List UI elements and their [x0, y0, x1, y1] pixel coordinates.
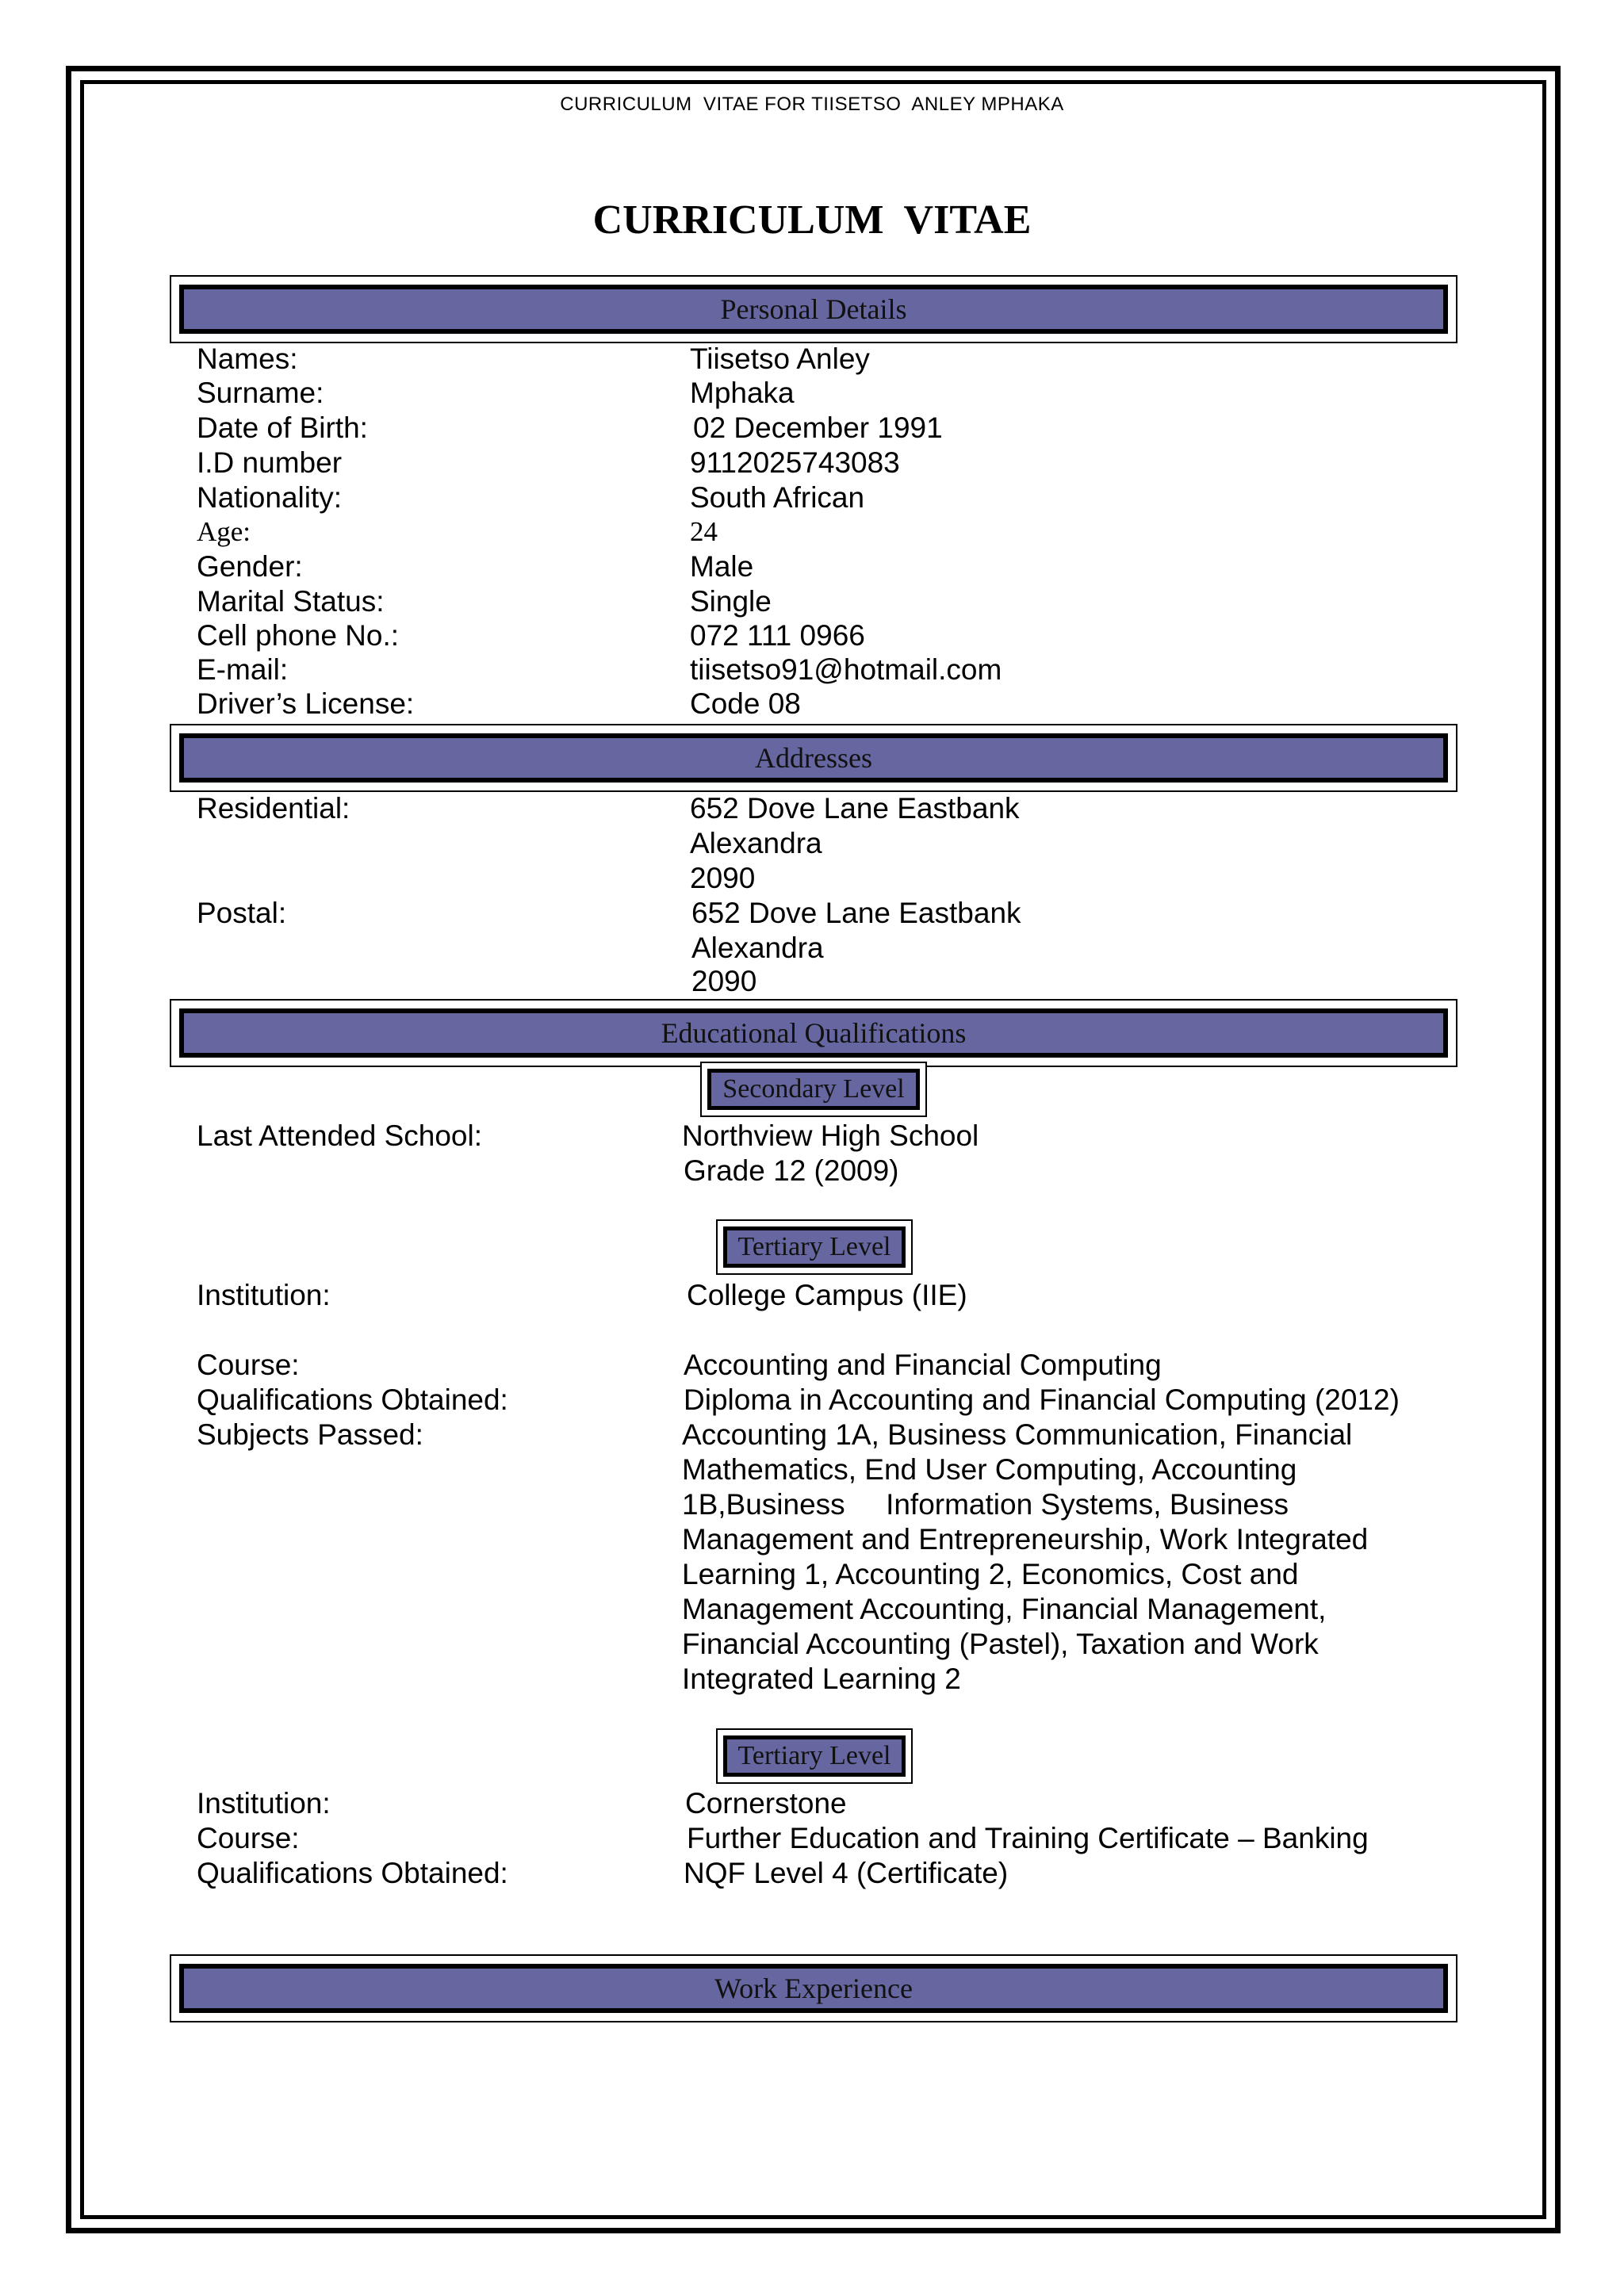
subjects-line: Mathematics, End User Computing, Accounting — [682, 1453, 1297, 1486]
subjects-line: 1B,Business Information Systems, Business — [682, 1488, 1289, 1521]
value-course-2: Further Education and Training Certificate – Banking — [687, 1822, 1369, 1854]
subjects-line: Financial Accounting (Pastel), Taxation and Work — [682, 1628, 1319, 1660]
label-institution-2: Institution: — [197, 1787, 331, 1820]
value-age: 24 — [690, 516, 718, 547]
label-residential: Residential: — [197, 792, 350, 825]
label-last-school: Last Attended School: — [197, 1119, 482, 1152]
section-heading-work: Work Experience — [179, 1964, 1448, 2013]
value-drivers-license: Code 08 — [690, 687, 801, 720]
subjects-line: Management Accounting, Financial Management, — [682, 1593, 1327, 1625]
label-marital-status: Marital Status: — [197, 585, 385, 618]
value-last-school: Northview High School — [682, 1119, 979, 1152]
value-names: Tiisetso Anley — [690, 342, 870, 375]
label-names: Names: — [197, 342, 298, 375]
label-qualification-2: Qualifications Obtained: — [197, 1857, 508, 1889]
value-qualification-2: NQF Level 4 (Certificate) — [684, 1857, 1009, 1889]
subjects-line: Accounting 1A, Business Communication, Financial — [682, 1418, 1353, 1451]
value-email: tiisetso91@hotmail.com — [690, 653, 1002, 686]
document-title: CURRICULUM VITAE — [592, 197, 1032, 243]
subhead-secondary: Secondary Level — [707, 1069, 920, 1110]
section-heading-education: Educational Qualifications — [179, 1008, 1448, 1058]
subjects-line: Integrated Learning 2 — [682, 1663, 961, 1695]
residential-line-2: Alexandra — [690, 827, 822, 859]
label-postal: Postal: — [197, 897, 287, 929]
subhead-tertiary-1: Tertiary Level — [723, 1226, 906, 1268]
subhead-box-tertiary-1 — [716, 1219, 913, 1275]
value-institution-2: Cornerstone — [685, 1787, 847, 1820]
section-band-personal — [170, 275, 1457, 343]
label-subjects: Subjects Passed: — [197, 1418, 423, 1451]
value-surname: Mphaka — [690, 377, 795, 409]
label-gender: Gender: — [197, 550, 303, 583]
label-dob: Date of Birth: — [197, 411, 368, 444]
value-marital-status: Single — [690, 585, 772, 618]
value-gender: Male — [690, 550, 754, 583]
section-band-education — [170, 999, 1457, 1067]
label-email: E-mail: — [197, 653, 289, 686]
value-cell-phone: 072 111 0966 — [690, 619, 865, 652]
value-id-number: 9112025743083 — [690, 446, 900, 479]
subhead-tertiary-2: Tertiary Level — [723, 1735, 906, 1777]
value-subjects — [682, 1418, 1419, 1697]
label-course-1: Course: — [197, 1349, 300, 1381]
label-surname: Surname: — [197, 377, 324, 409]
label-cell-phone: Cell phone No.: — [197, 619, 400, 652]
value-nationality: South African — [690, 481, 865, 514]
value-grade: Grade 12 (2009) — [684, 1154, 899, 1187]
label-qualification-1: Qualifications Obtained: — [197, 1383, 508, 1416]
subjects-line: Management and Entrepreneurship, Work Integrated — [682, 1523, 1369, 1556]
postal-line-1: 652 Dove Lane Eastbank — [691, 897, 1021, 929]
residential-line-1: 652 Dove Lane Eastbank — [690, 792, 1020, 825]
postal-line-3: 2090 — [691, 965, 757, 997]
label-id-number: I.D number — [197, 446, 343, 479]
section-heading-personal: Personal Details — [179, 285, 1448, 334]
subjects-line: Learning 1, Accounting 2, Economics, Cost and — [682, 1558, 1299, 1590]
residential-line-3: 2090 — [690, 862, 756, 894]
section-band-work — [170, 1954, 1457, 2022]
value-dob: 02 December 1991 — [693, 411, 943, 444]
value-institution-1: College Campus (IIE) — [687, 1279, 967, 1311]
label-drivers-license: Driver’s License: — [197, 687, 415, 720]
label-institution-1: Institution: — [197, 1279, 331, 1311]
subhead-box-secondary — [700, 1062, 927, 1117]
running-header: CURRICULUM VITAE FOR TIISETSO ANLEY MPHAKA — [560, 94, 1064, 115]
value-qualification-1: Diploma in Accounting and Financial Computing (2012) — [684, 1383, 1400, 1416]
subhead-box-tertiary-2 — [716, 1728, 913, 1784]
label-course-2: Course: — [197, 1822, 300, 1854]
label-nationality: Nationality: — [197, 481, 343, 514]
value-course-1: Accounting and Financial Computing — [684, 1349, 1162, 1381]
section-heading-addresses: Addresses — [179, 733, 1448, 783]
section-band-addresses — [170, 724, 1457, 792]
label-age: Age: — [197, 516, 251, 547]
postal-line-2: Alexandra — [691, 932, 824, 964]
